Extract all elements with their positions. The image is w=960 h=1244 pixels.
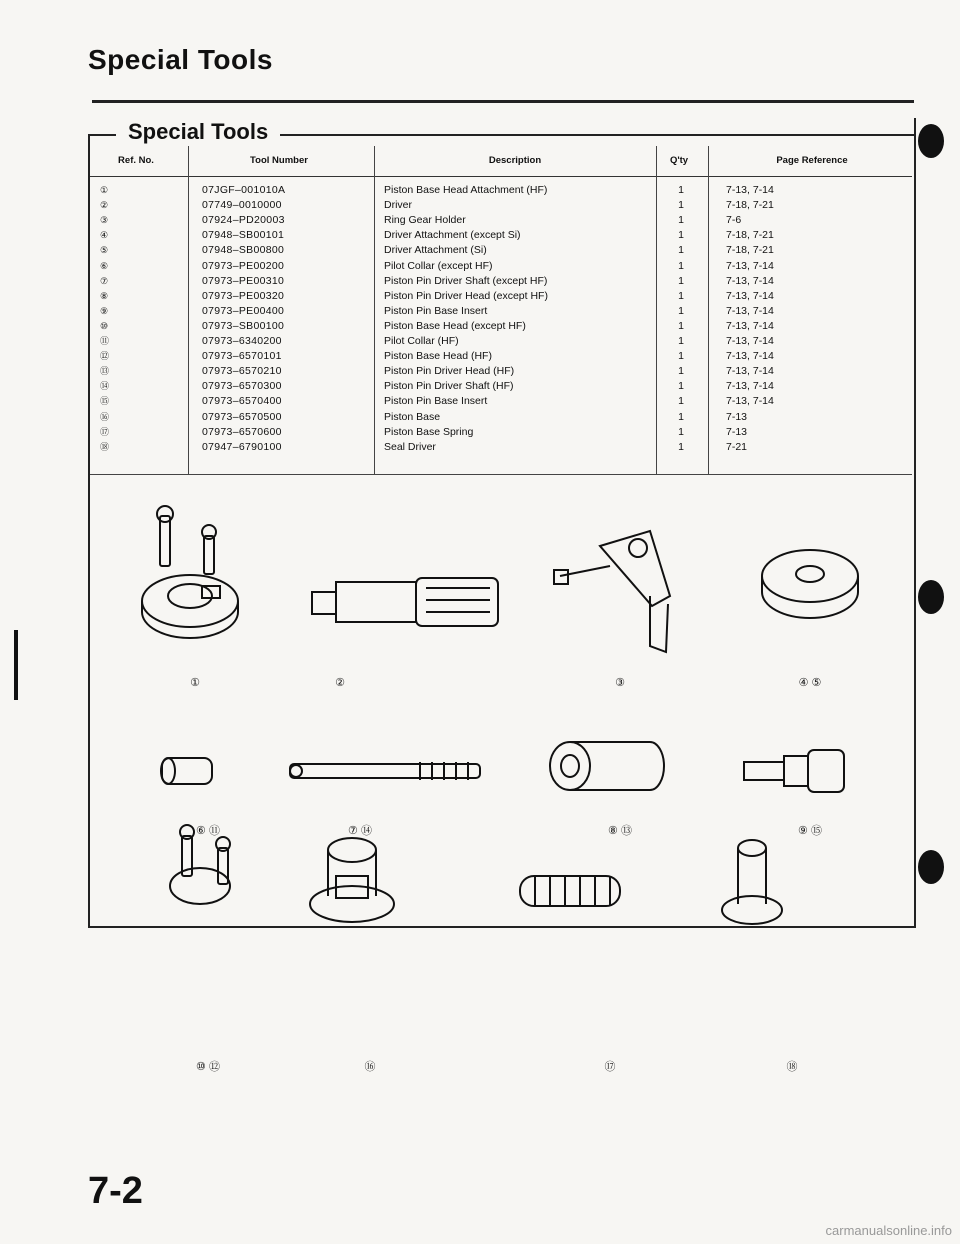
qty-cell: 1: [678, 365, 684, 378]
header-description: Description: [488, 155, 542, 166]
ref-no-cell: ②: [100, 200, 109, 211]
description-cell: Driver Attachment (Si): [384, 244, 487, 257]
tool-number-cell: 07749–0010000: [202, 199, 282, 212]
qty-cell: 1: [678, 274, 684, 287]
page-reference-cell: 7-13, 7-14: [726, 289, 774, 302]
page-reference-cell: 7-13, 7-14: [726, 335, 774, 347]
ref-no-cell: ⑬: [100, 366, 110, 377]
tool-number-cell: 07973–PE00400: [202, 304, 285, 317]
tool-18-illustration: [722, 840, 782, 924]
qty-cell: 1: [678, 319, 684, 332]
illustration-caption: ⑩ ⑫: [196, 1061, 220, 1073]
page-reference-cell: 7-18, 7-21: [726, 199, 774, 212]
illustration-caption: ②: [335, 677, 345, 689]
table-row: [90, 184, 912, 196]
description-cell: Piston Base Spring: [384, 425, 474, 438]
page-reference-cell: 7-18, 7-21: [726, 229, 774, 242]
qty-cell: 1: [678, 199, 684, 212]
illustration-caption: ⑥ ⑪: [196, 825, 220, 837]
table-row: [90, 426, 912, 438]
tool-4-5-illustration: [762, 550, 858, 618]
ref-no-cell: ①: [100, 185, 109, 195]
page-reference-cell: 7-13, 7-14: [726, 365, 774, 378]
tool-6-11-illustration: [161, 758, 212, 784]
tool-number-cell: 07973–6570400: [202, 395, 282, 408]
description-cell: Driver: [384, 199, 412, 212]
table-row: [90, 350, 912, 362]
binding-hole: [918, 580, 944, 614]
table-row: [90, 260, 912, 272]
illustration-caption: ⑧ ⑬: [608, 825, 632, 837]
ref-no-cell: ⑧: [100, 290, 109, 301]
tool-number-cell: 07973–PE00310: [202, 274, 285, 287]
qty-cell: 1: [678, 289, 684, 302]
table-row: [90, 214, 912, 226]
header-qty: Q'ty: [669, 155, 689, 166]
illustration-caption: ⑯: [364, 1061, 376, 1073]
description-cell: Piston Pin Driver Head (except HF): [384, 289, 548, 302]
page-reference-cell: 7-13, 7-14: [726, 304, 774, 317]
ref-no-cell: ④: [100, 230, 109, 241]
page-title: Special Tools: [88, 44, 273, 75]
page-number: 7-2: [88, 1170, 143, 1212]
table-row: [90, 305, 912, 317]
tool-number-cell: 07924–PD20003: [202, 214, 285, 227]
description-cell: Piston Pin Driver Head (HF): [384, 365, 515, 378]
page-reference-cell: 7-13, 7-14: [726, 319, 774, 332]
qty-cell: 1: [678, 410, 684, 423]
tool-number-cell: 07948–SB00800: [202, 244, 285, 257]
ref-no-cell: ⑭: [100, 381, 110, 392]
page-reference-cell: 7-13, 7-14: [726, 184, 774, 196]
description-cell: Piston Base Head (except HF): [384, 319, 526, 332]
table-row: [90, 229, 912, 241]
table-row: [90, 275, 912, 287]
ref-no-cell: ⑥: [100, 260, 109, 271]
watermark: carmanualsonline.info: [825, 1223, 952, 1238]
description-cell: Piston Pin Base Insert: [384, 304, 488, 317]
tool-illustrations: [90, 476, 912, 926]
table-row: [90, 395, 912, 407]
description-cell: Piston Base Head (HF): [384, 350, 492, 363]
qty-cell: 1: [678, 184, 684, 196]
tool-7-14-illustration: [290, 762, 480, 780]
page-reference-cell: 7-18, 7-21: [726, 244, 774, 257]
qty-cell: 1: [678, 335, 684, 347]
tool-number-cell: 07JGF–001010A: [202, 184, 286, 196]
illustration-caption: ⑱: [786, 1061, 798, 1073]
tool-16-illustration: [310, 838, 394, 922]
tool-9-15-illustration: [744, 750, 844, 792]
description-cell: Piston Base: [384, 410, 441, 423]
page-reference-cell: 7-13, 7-14: [726, 274, 774, 287]
page-reference-cell: 7-6: [726, 214, 742, 227]
description-cell: Pilot Collar (HF): [384, 335, 459, 347]
table-row: [90, 335, 912, 347]
table-bottom-rule: [90, 474, 912, 475]
description-cell: Driver Attachment (except Si): [384, 229, 521, 242]
tool-number-cell: 07973–PE00200: [202, 259, 285, 272]
qty-cell: 1: [678, 229, 684, 242]
tool-17-illustration: [520, 876, 620, 906]
tool-number-cell: 07973–SB00100: [202, 319, 285, 332]
header-tool-number: Tool Number: [250, 155, 308, 166]
ref-no-cell: ⑮: [100, 396, 110, 407]
title-rule: [92, 100, 914, 103]
table-row: [90, 320, 912, 332]
ref-no-cell: ⑤: [100, 245, 109, 256]
description-cell: Seal Driver: [384, 440, 436, 453]
illustration-caption: ④ ⑤: [798, 677, 822, 689]
description-cell: Piston Pin Driver Shaft (HF): [384, 380, 514, 393]
ref-no-cell: ⑪: [100, 336, 110, 346]
description-cell: Piston Pin Driver Shaft (except HF): [384, 274, 548, 287]
illustration-caption: ③: [615, 677, 625, 689]
ref-no-cell: ⑨: [100, 305, 109, 316]
qty-cell: 1: [678, 214, 684, 227]
page-reference-cell: 7-13: [726, 410, 748, 423]
qty-cell: 1: [678, 440, 684, 453]
qty-cell: 1: [678, 380, 684, 393]
table-row: [90, 199, 912, 211]
ref-no-cell: ⑱: [100, 441, 110, 452]
tool-number-cell: 07973–6570600: [202, 425, 282, 438]
description-cell: Ring Gear Holder: [384, 214, 466, 227]
qty-cell: 1: [678, 244, 684, 257]
tool-number-cell: 07948–SB00101: [202, 229, 285, 242]
binding-hole: [918, 850, 944, 884]
tool-number-cell: 07973–PE00320: [202, 289, 285, 302]
tool-2-illustration: [312, 578, 498, 626]
margin-tab-marker: [14, 630, 18, 700]
tool-1-illustration: [142, 506, 238, 638]
tool-3-illustration: [554, 531, 670, 652]
table-row: [90, 380, 912, 392]
tool-8-13-illustration: [550, 742, 664, 790]
page-reference-cell: 7-21: [726, 440, 748, 453]
illustration-caption: ①: [190, 677, 200, 689]
qty-cell: 1: [678, 259, 684, 272]
illustration-caption: ⑰: [604, 1061, 616, 1073]
qty-cell: 1: [678, 395, 684, 408]
page-reference-cell: 7-13, 7-14: [726, 380, 774, 393]
binding-hole: [918, 124, 944, 158]
qty-cell: 1: [678, 425, 684, 438]
description-cell: Piston Base Head Attachment (HF): [384, 184, 548, 196]
description-cell: Pilot Collar (except HF): [384, 259, 493, 272]
section-frame-top-left: [88, 134, 116, 136]
ref-no-cell: ⑰: [100, 426, 110, 437]
tool-number-cell: 07947–6790100: [202, 440, 282, 453]
qty-cell: 1: [678, 350, 684, 363]
header-ref-no: Ref. No.: [118, 155, 154, 166]
description-cell: Piston Pin Base Insert: [384, 395, 488, 408]
table-header: [90, 146, 912, 177]
page-reference-cell: 7-13, 7-14: [726, 259, 774, 272]
ref-no-cell: ⑩: [100, 320, 109, 331]
ref-no-cell: ⑦: [100, 275, 109, 286]
section-frame-top-right: [280, 134, 916, 136]
table-row: [90, 290, 912, 302]
ref-no-cell: ⑯: [100, 411, 110, 422]
page-reference-cell: 7-13, 7-14: [726, 350, 774, 363]
ref-no-cell: ⑫: [100, 351, 110, 362]
tool-number-cell: 07973–6570300: [202, 380, 282, 393]
tool-number-cell: 07973–6570500: [202, 410, 282, 423]
illustration-caption: ⑨ ⑮: [798, 825, 822, 837]
table-row: [90, 411, 912, 423]
table-row: [90, 244, 912, 256]
table-row: [90, 365, 912, 377]
illustration-caption: ⑦ ⑭: [348, 825, 372, 837]
page-reference-cell: 7-13, 7-14: [726, 395, 774, 408]
tool-number-cell: 07973–6570101: [202, 350, 282, 363]
ref-no-cell: ③: [100, 215, 109, 226]
tool-number-cell: 07973–6570210: [202, 365, 282, 378]
qty-cell: 1: [678, 304, 684, 317]
tool-number-cell: 07973–6340200: [202, 335, 282, 347]
page-reference-cell: 7-13: [726, 425, 748, 438]
section-title: Special Tools: [122, 119, 274, 145]
header-page-reference: Page Reference: [776, 155, 848, 166]
table-row: [90, 441, 912, 453]
